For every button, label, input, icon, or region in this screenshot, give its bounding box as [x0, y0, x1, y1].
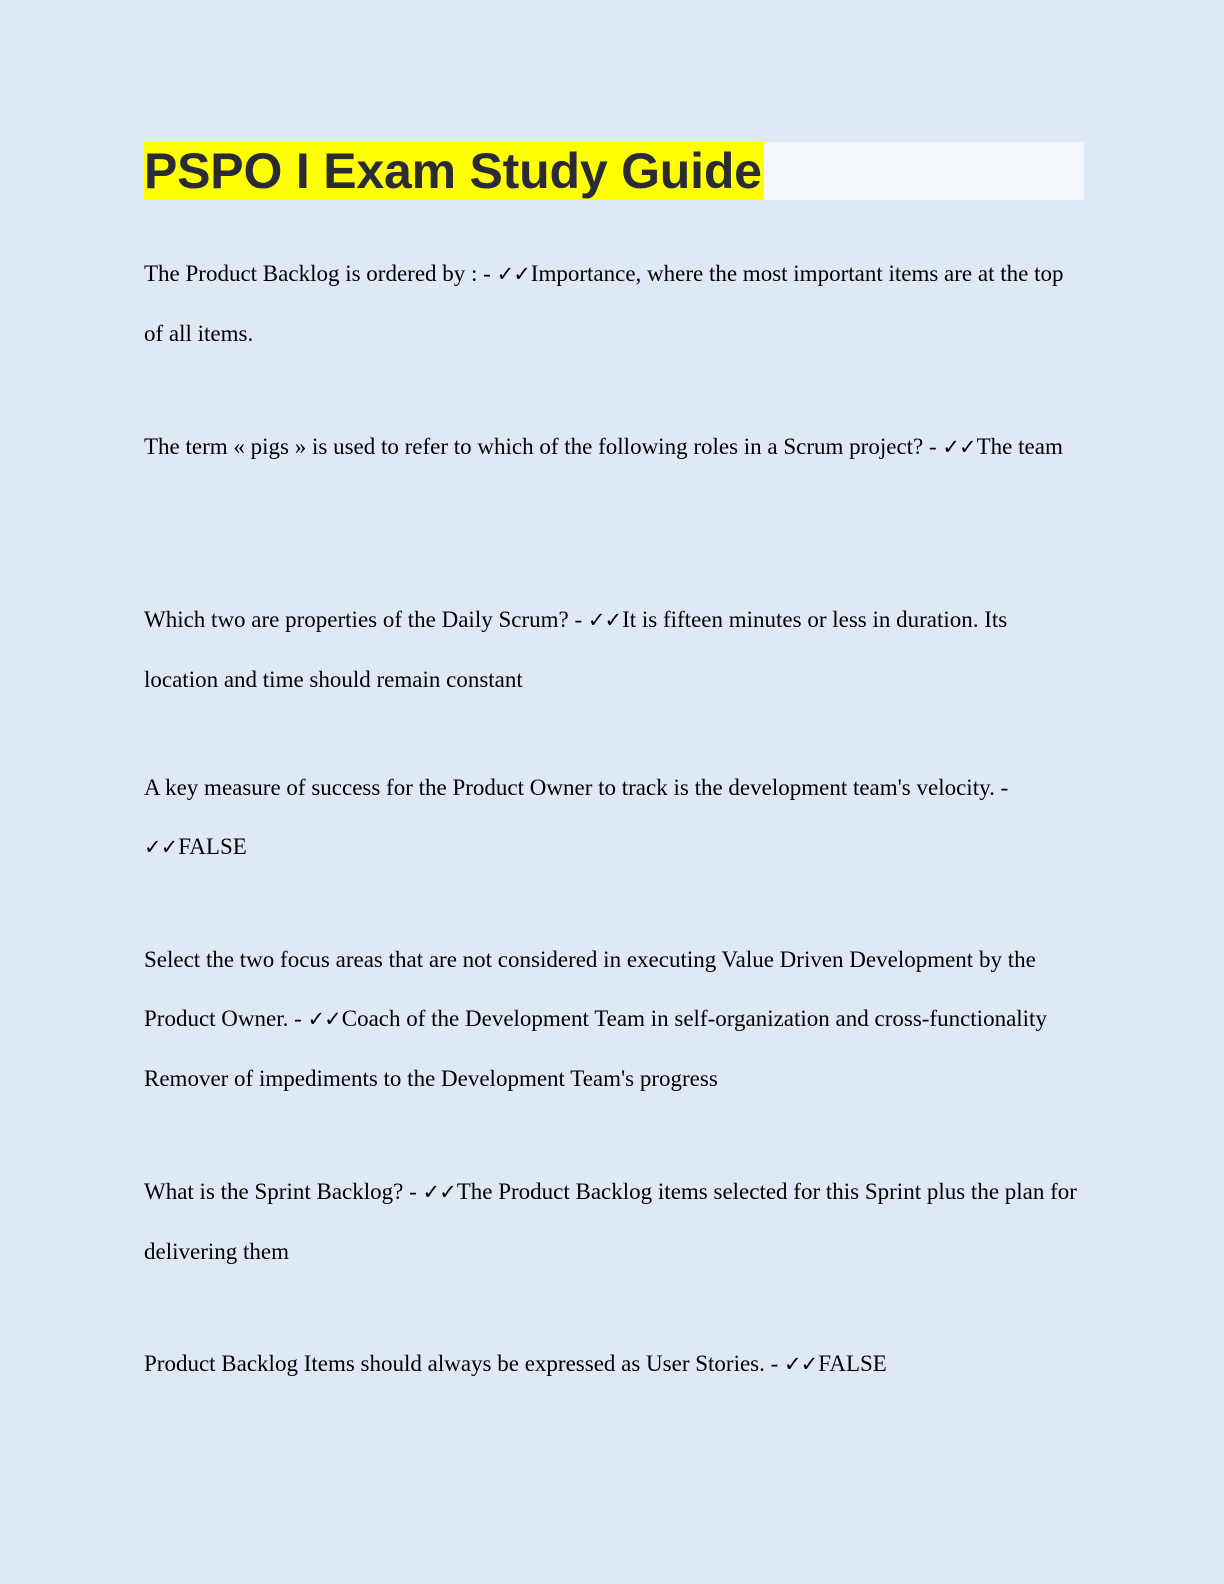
question-text: The Product Backlog is ordered by : - [144, 261, 497, 286]
double-check-icon: ✓✓ [942, 435, 976, 459]
qa-item [144, 1334, 1084, 1394]
answer-text: It is fifteen minutes or less in duration. Its location and time should remain constant [144, 607, 1008, 692]
question-text: A key measure of success for the Product Owner to track is the development team's velocity. - [144, 775, 1009, 800]
double-check-icon: ✓✓ [144, 835, 178, 859]
question-text: Which two are properties of the Daily Scrum? - [144, 607, 588, 632]
qa-item [144, 930, 1084, 1108]
answer-text: FALSE [818, 1351, 887, 1376]
qa-item [144, 1162, 1084, 1281]
answer-text: Coach of the Development Team in self-organization and cross-functionality Remover of impediments to the Development Team's progress [144, 1006, 1047, 1091]
double-check-icon: ✓✓ [784, 1352, 818, 1376]
answer-text: The Product Backlog items selected for this Sprint plus the plan for delivering them [144, 1179, 1077, 1264]
question-text: The term « pigs » is used to refer to which of the following roles in a Scrum project? - [144, 434, 943, 459]
double-check-icon: ✓✓ [422, 1180, 456, 1204]
question-text: Product Backlog Items should always be expressed as User Stories. - [144, 1351, 785, 1376]
qa-item [144, 417, 1084, 477]
qa-item [144, 244, 1084, 363]
answer-text: Importance, where the most important items are at the top of all items. [144, 261, 1064, 346]
double-check-icon: ✓✓ [587, 608, 622, 632]
double-check-icon: ✓✓ [496, 262, 530, 286]
qa-item [144, 758, 1084, 877]
document-title: PSPO I Exam Study Guide [144, 143, 762, 199]
qa-item [144, 590, 1084, 709]
answer-text: The team [976, 434, 1063, 459]
question-text: Select the two focus areas that are not considered in executing Value Driven Development by the Product Owner. - [144, 947, 1036, 1031]
double-check-icon: ✓✓ [307, 1007, 341, 1031]
answer-text: FALSE [178, 834, 247, 859]
question-text: What is the Sprint Backlog? - [144, 1179, 423, 1204]
